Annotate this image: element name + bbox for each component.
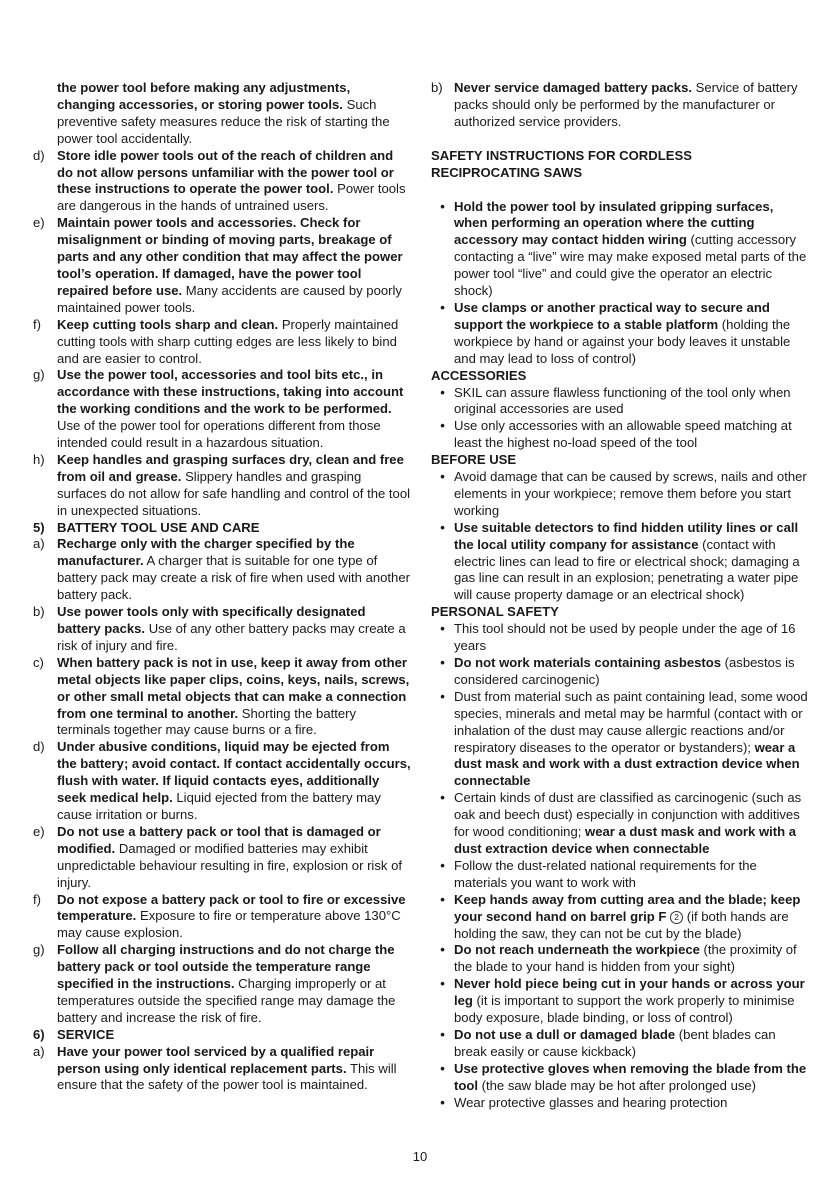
accessories-heading: ACCESSORIES (431, 367, 527, 383)
general-items-list (33, 148, 411, 520)
item-bold: Keep hands away from cutting area and the blade; keep your second hand on barrel grip F (454, 891, 801, 924)
list-item (431, 385, 808, 419)
title-line: RECIPROCATING SAWS (431, 164, 583, 180)
before-use-heading: BEFORE USE (431, 452, 517, 468)
item-bold: Never service damaged battery packs. (454, 80, 693, 95)
item-text: Power tools are dangerous in the hands of untrained users. (57, 181, 406, 214)
list-item (431, 300, 808, 368)
item-text: A charger that is suitable for one type of battery pack may create a risk of fire when used with another battery pack. (57, 553, 410, 603)
item-text: Properly maintained cutting tools with sharp cutting edges are less likely to bind and are easier to control. (57, 316, 399, 366)
item-text: (if both hands are holding the saw, they can not be cut by the blade) (454, 908, 789, 941)
list-item (33, 892, 411, 943)
item-text: This will ensure that the safety of the power tool is maintained. (57, 1060, 397, 1093)
item-marker: b) (33, 604, 45, 620)
item-text: (cutting accessory contacting a “live” wire may make exposed metal parts of the power tool “live” and could give the operator an electric shock) (454, 232, 807, 299)
list-item (431, 621, 808, 655)
list-item (33, 824, 411, 892)
item-text: Many accidents are caused by poorly maintained power tools. (57, 282, 402, 315)
bullet-icon: • (440, 655, 445, 670)
list-item (431, 469, 808, 520)
item-text: Use of any other battery packs may create a risk of injury and fire. (57, 621, 406, 653)
intro-paragraph (33, 80, 411, 148)
list-item (431, 655, 808, 689)
item-text: Certain kinds of dust are classified as carcinogenic (such as oak and beech dust) especially in conjunction with additives for wood conditioning; (454, 790, 802, 840)
item-marker: a) (33, 1043, 45, 1059)
list-item (33, 655, 411, 740)
list-item (431, 689, 808, 790)
list-item (33, 942, 411, 1027)
item-marker: e) (33, 215, 45, 231)
item-text: (holding the workpiece by hand or against your body leaves it unstable and may lead to loss of control) (454, 316, 791, 366)
list-item (431, 1095, 808, 1112)
bullet-icon: • (440, 299, 445, 315)
item-text: This tool should not be used by people under the age of 16 years (454, 621, 796, 654)
item-marker: d) (33, 739, 45, 755)
item-bold: Do not reach underneath the workpiece (454, 942, 700, 958)
item-bold: Maintain power tools and accessories. Check for misalignment or binding of moving parts, breakage of parts and any other condition that may affect the power tool’s operation. If damaged, have the power tool repaired before use. (57, 215, 403, 298)
item-text: (asbestos is considered carcinogenic) (454, 655, 795, 687)
item-marker: g) (33, 942, 45, 958)
list-item (33, 1044, 411, 1095)
item-bold: Store idle power tools out of the reach of children and do not allow persons unfamiliar with the power tool or these instructions to operate the power tool. (57, 147, 394, 197)
section-number: 5) (33, 519, 45, 535)
item-bold: Never hold piece being cut in your hands or across your leg (454, 976, 805, 1009)
item-text: Use of the power tool for operations different from those intended could result in a hazardous situation. (57, 418, 381, 451)
list-item (33, 317, 411, 368)
section-title: BATTERY TOOL USE AND CARE (57, 519, 260, 535)
personal-safety-list (431, 621, 808, 1111)
bullet-icon: • (440, 469, 445, 485)
item-marker: f) (33, 891, 41, 907)
before-use-list (431, 469, 808, 604)
bullet-icon: • (440, 621, 445, 637)
item-bold: Do not use a dull or damaged blade (454, 1026, 676, 1042)
item-bold: Recharge only with the charger specified by the manufacturer. (57, 536, 355, 569)
item-text: (contact with electric lines can lead to fire or electrical shock; damaging a gas line can result in an explosion; penetrating a water pipe will cause property damage or an electrical shock) (454, 536, 800, 603)
list-item (431, 80, 808, 131)
bullet-icon: • (440, 857, 445, 873)
item-marker: h) (33, 451, 45, 467)
bullet-icon: • (440, 1094, 445, 1110)
item-text: (it is important to support the work properly to minimise body exposure, blade binding, or loss of control) (454, 993, 795, 1026)
bullet-icon: • (440, 418, 445, 434)
item-bold: Keep cutting tools sharp and clean. (57, 316, 279, 332)
item-text: (the saw blade may be hot after prolonged use) (478, 1077, 757, 1093)
bullet-icon: • (440, 1026, 445, 1042)
bullet-icon: • (440, 1060, 445, 1076)
item-marker: g) (33, 367, 45, 383)
item-bold: Do not use a battery pack or tool that is damaged or modified. (57, 823, 381, 856)
item-bold: Follow all charging instructions and do not charge the battery pack or tool outside the temperature range specified in the instructions. (57, 942, 395, 992)
item-marker: e) (33, 823, 45, 839)
bullet-icon: • (440, 976, 445, 992)
item-bold: Keep handles and grasping surfaces dry, clean and free from oil and grease. (57, 451, 404, 484)
personal-safety-heading: PERSONAL SAFETY (431, 604, 559, 620)
item-marker: a) (33, 536, 45, 552)
item-text: Dust from material such as paint containing lead, some wood species, minerals and metal may be harmful (contact with or inhalation of the dust may cause allergic reactions and/or respiratory diseases to the operator or bystanders); (454, 688, 808, 755)
section-number: 6) (33, 1026, 45, 1042)
bullet-icon: • (440, 519, 445, 535)
list-item (33, 604, 411, 655)
list-item (33, 367, 411, 452)
section-title: SERVICE (57, 1026, 115, 1042)
item-bold: wear a dust mask and work with a dust extraction device when connectable (454, 824, 797, 856)
item-marker: f) (33, 316, 41, 332)
item-bold: wear a dust mask and work with a dust extraction device when connectable (454, 739, 800, 789)
list-item (33, 536, 411, 604)
item-bold: Use clamps or another practical way to secure and support the workpiece to a stable platform (454, 299, 770, 332)
item-bold: Use suitable detectors to find hidden utility lines or call the local utility company for assistance (454, 519, 799, 552)
item-text: Slippery handles and grasping surfaces do not allow for safe handling and control of the tool in unexpected situations. (57, 468, 411, 518)
intro-bold: the power tool before making any adjustments, changing accessories, or storing power tools. (57, 80, 351, 112)
item-text: (bent blades can break easily or cause kickback) (454, 1026, 776, 1059)
bullet-icon: • (440, 198, 445, 214)
bullet-icon: • (440, 384, 445, 400)
item-text: Exposure to fire or temperature above 130°C may cause explosion. (57, 908, 401, 941)
list-item (431, 418, 808, 452)
figure-reference-badge: 2 (670, 911, 683, 924)
section-heading-battery (33, 520, 411, 537)
bullet-icon: • (440, 891, 445, 907)
intro-text: Such preventive safety measures reduce the risk of starting the power tool accidentally. (57, 96, 390, 146)
item-bold: Use power tools only with specifically designated battery packs. (57, 604, 366, 636)
list-item (33, 452, 411, 520)
item-bold: Do not work materials containing asbestos (454, 655, 722, 670)
list-item (431, 1027, 808, 1061)
item-text: Shorting the battery terminals together may cause burns or a fire. (57, 705, 357, 738)
right-column (431, 80, 808, 1111)
item-text: Avoid damage that can be caused by screws, nails and other elements in your workpiece; remove them before you start working (454, 469, 807, 518)
section-title-cordless-saws (431, 148, 808, 182)
list-item (431, 892, 808, 943)
item-bold: Use the power tool, accessories and tool bits etc., in accordance with these instructions, taking into account the working conditions and the work to be performed. (57, 367, 404, 417)
title-line: SAFETY INSTRUCTIONS FOR CORDLESS (431, 147, 692, 163)
safety-bullets-list (431, 199, 808, 368)
item-bold: Hold the power tool by insulated gripping surfaces, when performing an operation where the cutting accessory may contact hidden wiring (454, 198, 774, 248)
list-item (431, 790, 808, 858)
bullet-icon: • (440, 688, 445, 704)
item-text: Wear protective glasses and hearing protection (454, 1094, 728, 1110)
accessories-list (431, 385, 808, 453)
bullet-icon: • (440, 942, 445, 958)
list-item (431, 858, 808, 892)
list-item (431, 199, 808, 300)
item-text: Damaged or modified batteries may exhibit unpredictable behaviour resulting in fire, explosion or risk of injury. (57, 840, 402, 890)
item-marker: b) (431, 80, 443, 95)
item-bold: Use protective gloves when removing the blade from the tool (454, 1060, 807, 1093)
left-column (33, 80, 411, 1094)
list-item (431, 520, 808, 605)
item-bold: When battery pack is not in use, keep it away from other metal objects like paper clips, coins, keys, nails, screws, or other small metal objects that can make a connection from one terminal to another. (57, 654, 410, 721)
item-text: Liquid ejected from the battery may cause irritation or burns. (57, 790, 381, 822)
item-bold: Do not expose a battery pack or tool to fire or excessive temperature. (57, 891, 406, 924)
page-number: 10 (412, 1149, 428, 1164)
list-item (431, 942, 808, 976)
list-item (33, 739, 411, 824)
list-item (431, 1061, 808, 1095)
bullet-icon: • (440, 790, 445, 806)
battery-items-list (33, 536, 411, 1026)
list-item (33, 148, 411, 216)
item-text: Follow the dust-related national requirements for the materials you want to work with (454, 857, 757, 890)
item-text: Use only accessories with an allowable speed matching at least the highest no-load speed of the tool (454, 418, 792, 451)
item-marker: d) (33, 147, 45, 163)
list-item (33, 215, 411, 316)
item-text: Service of battery packs should only be performed by the manufacturer or authorized service providers. (454, 80, 798, 129)
item-marker: c) (33, 654, 44, 670)
item-bold: Under abusive conditions, liquid may be ejected from the battery; avoid contact. If contact accidentally occurs, flush with water. If liquid contacts eyes, additionally seek medical help. (57, 739, 411, 806)
item-text: (the proximity of the blade to your hand is hidden from your sight) (454, 942, 797, 975)
item-bold: Have your power tool serviced by a qualified repair person using only identical replacement parts. (57, 1043, 375, 1076)
list-item (431, 976, 808, 1027)
item-text: SKIL can assure flawless functioning of the tool only when original accessories are used (454, 384, 791, 417)
section-heading-service (33, 1027, 411, 1044)
item-text: Charging improperly or at temperatures outside the specified range may damage the battery and increase the risk of fire. (57, 976, 396, 1025)
